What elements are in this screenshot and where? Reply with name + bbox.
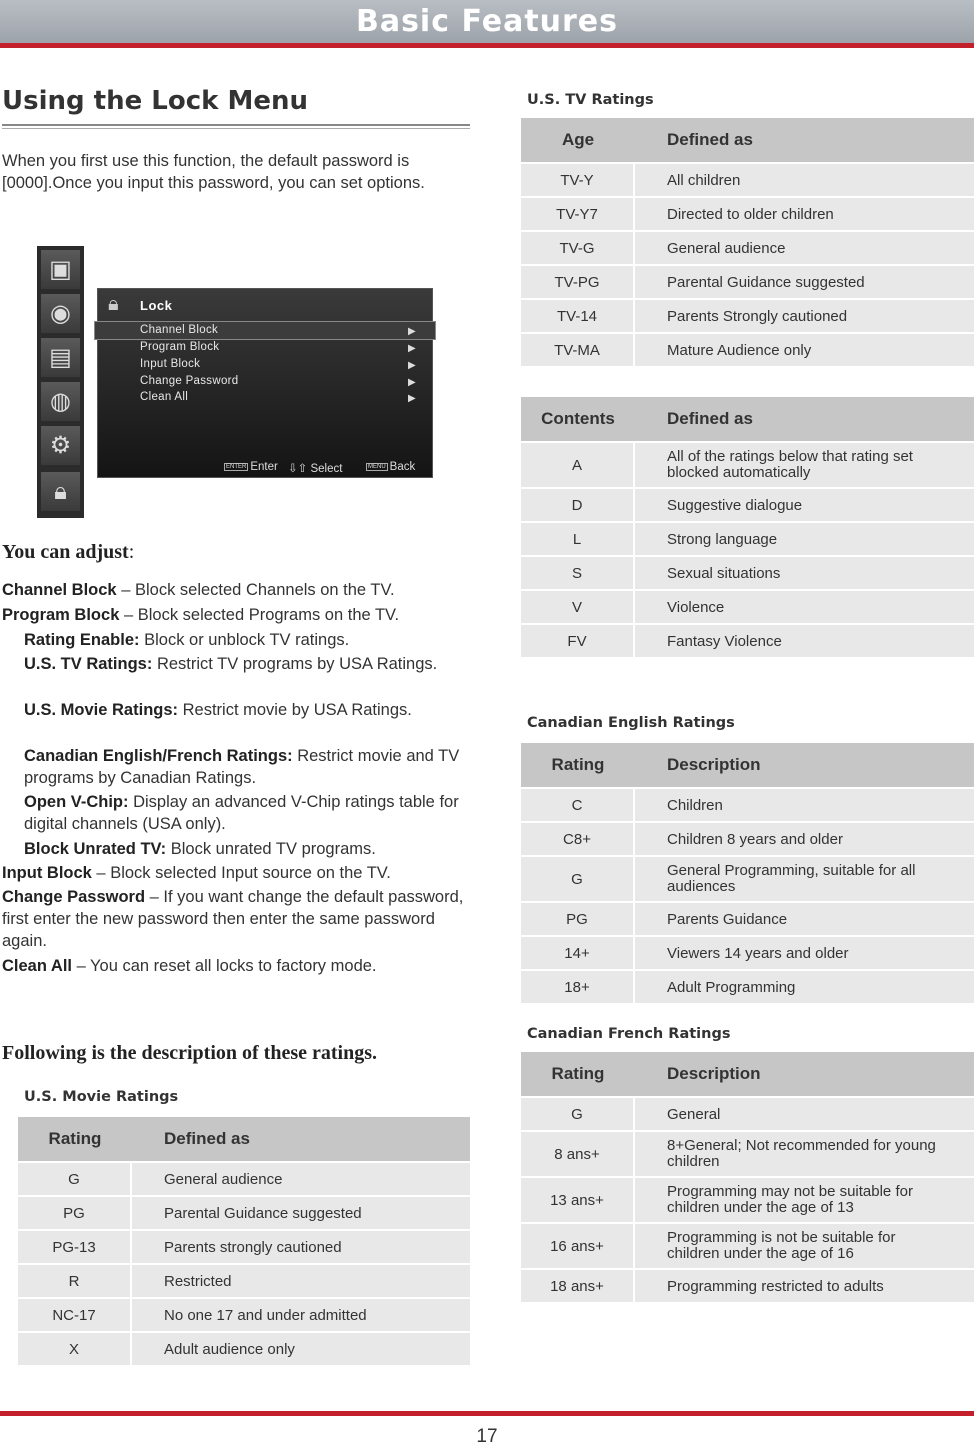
canadian-french-table: [521, 1050, 974, 1304]
menu-item-program-block[interactable]: Program Block: [140, 341, 220, 353]
canadian-english-title: Canadian English Ratings: [527, 715, 735, 731]
table-row: [521, 903, 974, 935]
table-row: [18, 1163, 470, 1195]
adjust-desc: Block selected Channels on the TV.: [134, 581, 395, 599]
column-header: Rating: [521, 743, 635, 787]
lock-icon: 🔒︎: [41, 472, 80, 511]
movie-ratings-title: U.S. Movie Ratings: [24, 1089, 179, 1105]
rating-cell: 14+: [521, 937, 635, 969]
adjust-desc: Display an advanced V-Chip ratings table for digital channels (USA only).: [24, 793, 459, 833]
adjust-item: [24, 745, 470, 789]
gear-icon: ⚙: [41, 426, 80, 465]
rating-cell: PG: [18, 1197, 132, 1229]
rating-cell: G: [18, 1163, 132, 1195]
rating-cell: TV-Y7: [521, 198, 635, 230]
column-header: Defined as: [132, 1117, 470, 1161]
select-hint-label: Select: [310, 463, 343, 475]
enter-key-icon: ENTER: [226, 464, 247, 470]
intro-paragraph: When you first use this function, the default password is [0000].Once you input this password, you can set options.: [2, 152, 425, 192]
rating-cell: NC-17: [18, 1299, 132, 1331]
column-header: Defined as: [635, 118, 974, 162]
column-header: Description: [635, 743, 974, 787]
globe-icon: ◍: [41, 382, 80, 421]
rating-cell: 18 ans+: [521, 1270, 635, 1302]
description-cell: Programming may not be suitable for children under the age of 13: [635, 1178, 974, 1222]
tv-ratings-title: U.S. TV Ratings: [527, 92, 654, 108]
adjust-desc: You can reset all locks to factory mode.: [90, 957, 377, 975]
adjust-term: Open V-Chip:: [24, 793, 129, 811]
definition-cell: Directed to older children: [635, 198, 974, 230]
rating-cell: 16 ans+: [521, 1224, 635, 1268]
definition-cell: General audience: [635, 232, 974, 264]
rating-cell: 13 ans+: [521, 1178, 635, 1222]
table-row: [18, 1299, 470, 1331]
description-cell: Children: [635, 789, 974, 821]
definition-cell: General audience: [132, 1163, 470, 1195]
description-cell: 8+General; Not recommended for young children: [635, 1132, 974, 1176]
definition-cell: Parental Guidance suggested: [132, 1197, 470, 1229]
definition-cell: Adult audience only: [132, 1333, 470, 1365]
definition-cell: All of the ratings below that rating set blocked automatically: [635, 443, 974, 487]
adjust-item: [24, 699, 470, 721]
heading-divider: [2, 124, 470, 126]
footer-accent-bar: [0, 1411, 974, 1416]
rating-cell: TV-MA: [521, 334, 635, 366]
table-row: [521, 198, 974, 230]
table-row: [521, 857, 974, 901]
adjust-item: [24, 629, 470, 651]
menu-item-channel-block[interactable]: Channel Block: [140, 324, 219, 336]
menu-item-input-block[interactable]: Input Block: [140, 358, 201, 370]
enter-hint: [224, 461, 278, 473]
lock-menu-screenshot: [37, 246, 437, 518]
definition-cell: All children: [635, 164, 974, 196]
adjust-separator: –: [119, 606, 138, 624]
adjust-item: [24, 653, 470, 675]
definition-cell: Restricted: [132, 1265, 470, 1297]
page-number: 17: [476, 1426, 498, 1447]
rating-cell: TV-Y: [521, 164, 635, 196]
chevron-right-icon: ▶: [408, 360, 416, 371]
content-cell: A: [521, 443, 635, 487]
menu-key-icon: MENU: [368, 464, 386, 470]
adjust-desc: Block unrated TV programs.: [170, 840, 376, 858]
sound-icon: ◉: [41, 294, 80, 333]
adjust-heading-colon: :: [128, 541, 135, 563]
rating-cell: TV-PG: [521, 266, 635, 298]
definition-cell: Parents Strongly cautioned: [635, 300, 974, 332]
definition-cell: Parental Guidance suggested: [635, 266, 974, 298]
adjust-separator: –: [91, 864, 111, 882]
table-row: [521, 937, 974, 969]
lock-icon: 🔒︎: [108, 293, 119, 315]
rating-cell: TV-G: [521, 232, 635, 264]
lock-menu-panel: [97, 288, 433, 478]
adjust-term: Canadian English/French Ratings:: [24, 747, 293, 765]
chevron-right-icon: ▶: [408, 343, 416, 354]
rating-cell: C8+: [521, 823, 635, 855]
enter-hint-label: Enter: [250, 461, 278, 473]
chevron-right-icon: ▶: [408, 326, 416, 337]
adjust-item: [2, 862, 472, 884]
description-cell: Parents Guidance: [635, 903, 974, 935]
column-header: Rating: [18, 1117, 132, 1161]
up-down-arrows-icon: ⇩⇧: [288, 463, 311, 475]
content-cell: S: [521, 557, 635, 589]
adjust-term: Input Block: [2, 864, 92, 882]
table-row: [18, 1197, 470, 1229]
table-row: [18, 1333, 470, 1365]
table-row: [521, 164, 974, 196]
adjust-term: U.S. TV Ratings:: [24, 655, 153, 673]
rating-cell: PG: [521, 903, 635, 935]
chevron-right-icon: ▶: [408, 377, 416, 388]
channel-icon: ▤: [41, 338, 80, 377]
movie-ratings-table: [18, 1115, 470, 1367]
table-row: [521, 489, 974, 521]
adjust-desc: If you want change the default password, first enter the new password then enter the same password again.: [2, 888, 464, 950]
table-row: [521, 591, 974, 623]
adjust-desc: Block selected Input source on the TV.: [110, 864, 391, 882]
adjust-separator: –: [145, 888, 164, 906]
tv-ratings-table: [521, 116, 974, 368]
ratings-intro: Following is the description of these ratings.: [2, 1042, 377, 1064]
adjust-separator: –: [116, 581, 135, 599]
definition-cell: Parents strongly cautioned: [132, 1231, 470, 1263]
definition-cell: No one 17 and under admitted: [132, 1299, 470, 1331]
page-heading: Using the Lock Menu: [2, 86, 309, 116]
adjust-term: Block Unrated TV:: [24, 840, 167, 858]
content-cell: FV: [521, 625, 635, 657]
description-cell: Viewers 14 years and older: [635, 937, 974, 969]
adjust-item: [2, 604, 472, 626]
table-row: [521, 1098, 974, 1130]
table-row: [521, 557, 974, 589]
adjust-term: Channel Block: [2, 581, 117, 599]
table-row: [521, 1270, 974, 1302]
canadian-french-title: Canadian French Ratings: [527, 1026, 731, 1042]
table-row: [521, 232, 974, 264]
adjust-item: [2, 579, 472, 601]
adjust-term: U.S. Movie Ratings:: [24, 701, 179, 719]
column-header: Description: [635, 1052, 974, 1096]
column-header: Contents: [521, 397, 635, 441]
rating-cell: PG-13: [18, 1231, 132, 1263]
rating-cell: G: [521, 1098, 635, 1130]
adjust-term: Clean All: [2, 957, 72, 975]
back-hint: [366, 461, 415, 473]
picture-icon: ▣: [41, 250, 80, 289]
table-row: [521, 971, 974, 1003]
menu-title: Lock: [140, 298, 173, 313]
adjust-desc: Restrict movie and TV programs by Canadian Ratings.: [24, 747, 460, 787]
adjust-term: Rating Enable:: [24, 631, 140, 649]
table-row: [521, 789, 974, 821]
column-header: Rating: [521, 1052, 635, 1096]
rating-cell: 8 ans+: [521, 1132, 635, 1176]
column-header: Defined as: [635, 397, 974, 441]
heading-divider-thin: [2, 128, 470, 129]
adjust-separator: –: [72, 957, 91, 975]
table-row: [521, 1178, 974, 1222]
content-cell: L: [521, 523, 635, 555]
definition-cell: Strong language: [635, 523, 974, 555]
adjust-heading: [2, 541, 134, 564]
rating-cell: 18+: [521, 971, 635, 1003]
description-cell: Children 8 years and older: [635, 823, 974, 855]
adjust-heading-text: You can adjust: [2, 541, 129, 563]
rating-cell: TV-14: [521, 300, 635, 332]
adjust-item: [24, 791, 470, 835]
back-hint-label: Back: [389, 461, 416, 473]
adjust-term: Change Password: [2, 888, 146, 906]
table-row: [521, 823, 974, 855]
menu-item-change-password[interactable]: Change Password: [140, 375, 239, 387]
definition-cell: Suggestive dialogue: [635, 489, 974, 521]
table-row: [521, 334, 974, 366]
rating-cell: X: [18, 1333, 132, 1365]
definition-cell: Sexual situations: [635, 557, 974, 589]
rating-cell: R: [18, 1265, 132, 1297]
adjust-item: [2, 955, 472, 977]
table-row: [521, 1132, 974, 1176]
rating-cell: C: [521, 789, 635, 821]
content-cell: V: [521, 591, 635, 623]
definition-cell: Fantasy Violence: [635, 625, 974, 657]
rating-cell: G: [521, 857, 635, 901]
table-row: [18, 1265, 470, 1297]
table-row: [521, 523, 974, 555]
definition-cell: Mature Audience only: [635, 334, 974, 366]
page-header: [0, 0, 974, 48]
adjust-desc: Restrict TV programs by USA Ratings.: [156, 655, 438, 673]
table-row: [521, 1224, 974, 1268]
select-hint: [288, 461, 342, 475]
content-cell: D: [521, 489, 635, 521]
adjust-desc: Block selected Programs on the TV.: [137, 606, 400, 624]
table-row: [521, 443, 974, 487]
description-cell: Programming restricted to adults: [635, 1270, 974, 1302]
adjust-item: [24, 838, 470, 860]
canadian-english-table: [521, 741, 974, 1005]
adjust-term: Program Block: [2, 606, 120, 624]
menu-item-clean-all[interactable]: Clean All: [140, 391, 189, 403]
adjust-item: [2, 886, 472, 952]
adjust-desc: Restrict movie by USA Ratings.: [182, 701, 412, 719]
section-title: Basic Features: [355, 4, 619, 39]
description-cell: Programming is not be suitable for children under the age of 16: [635, 1224, 974, 1268]
description-cell: Adult Programming: [635, 971, 974, 1003]
menu-icon-bar: [37, 246, 84, 518]
header-accent-bar: [0, 43, 974, 48]
table-row: [521, 300, 974, 332]
definition-cell: Violence: [635, 591, 974, 623]
contents-table: [521, 395, 974, 659]
table-row: [18, 1231, 470, 1263]
description-cell: General: [635, 1098, 974, 1130]
table-row: [521, 625, 974, 657]
chevron-right-icon: ▶: [408, 393, 416, 404]
adjust-desc: Block or unblock TV ratings.: [144, 631, 350, 649]
description-cell: General Programming, suitable for all audiences: [635, 857, 974, 901]
column-header: Age: [521, 118, 635, 162]
table-row: [521, 266, 974, 298]
